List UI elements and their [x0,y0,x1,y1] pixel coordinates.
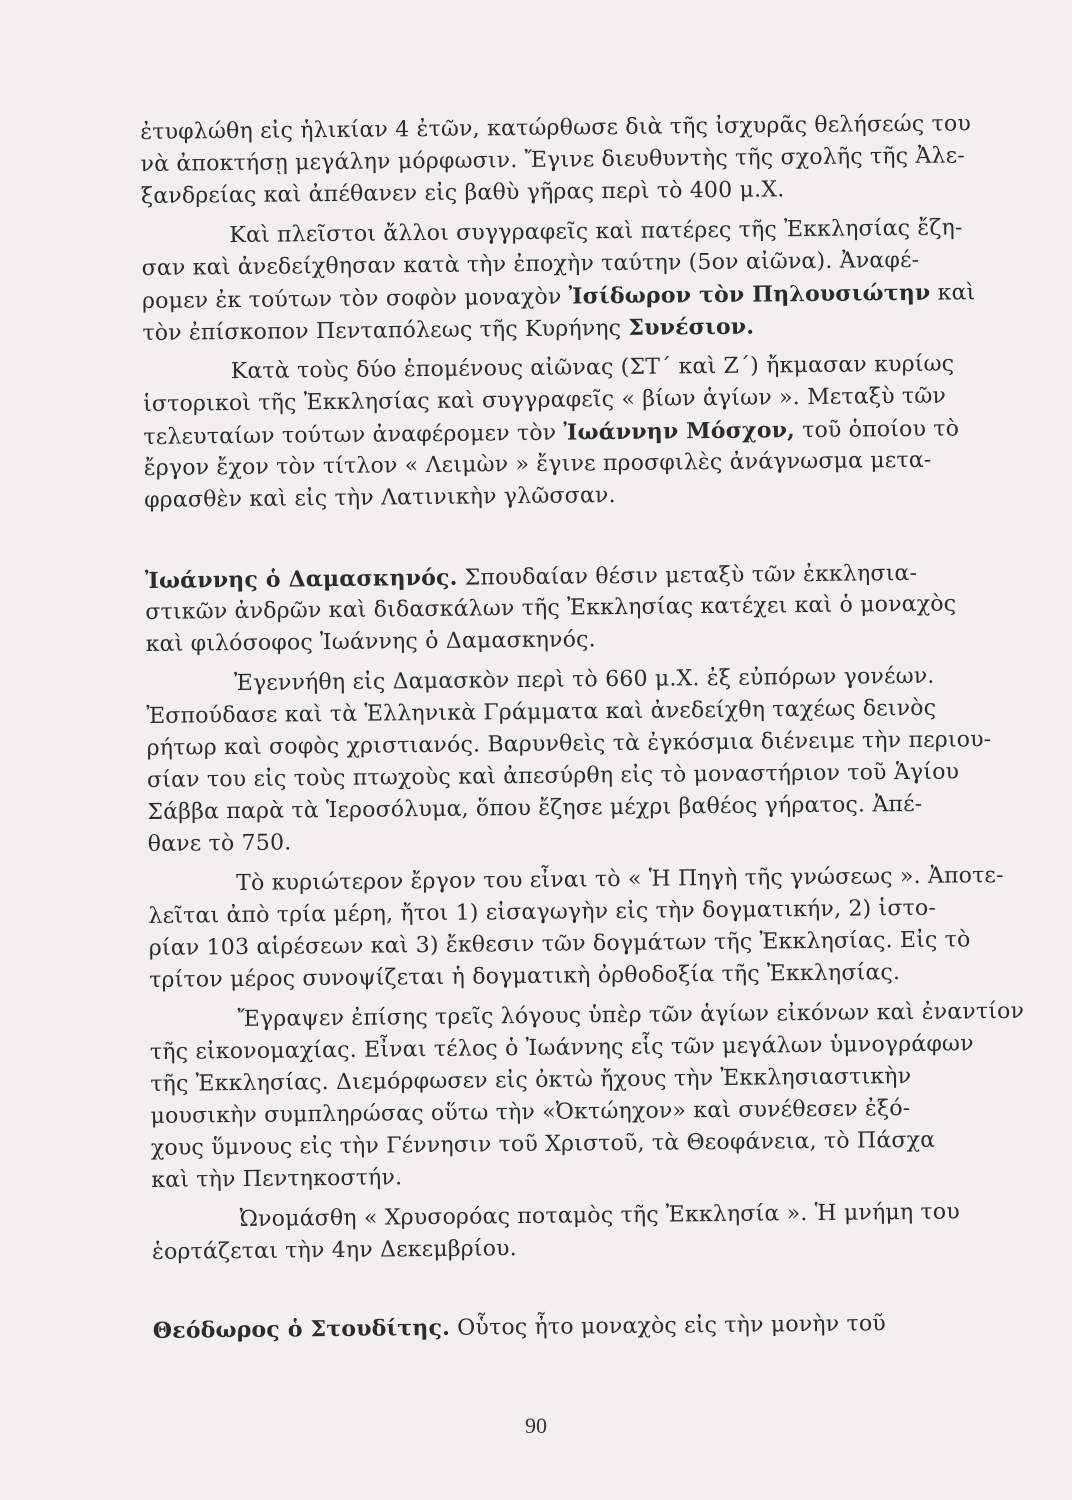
text-line: καὶ τὴν Πεντηκοστήν. [151,1165,403,1193]
text-line: Ἐσπούδασε καὶ τὰ Ἑλληνικὰ Γράμματα καὶ ἀνεδείχθη ταχέως δεινὸς [146,695,937,729]
text-line: ξανδρείας καὶ ἀπέθανεν εἰς βαθὺ γῆρας περὶ τὸ 400 μ.Χ. [140,177,785,209]
text-line: χους ὕμνους εἰς τὴν Γέννησιν τοῦ Χριστοῦ, τὰ Θεοφάνεια, τὸ Πάσχα [150,1127,936,1161]
text-line: τῆς Ἐκκλησίας. Διεμόρφωσεν εἰς ὀκτὼ ἤχους τὴν Ἐκκλησιαστικὴν [150,1063,912,1097]
paragraph-first-line: Κατὰ τοὺς δύο ἑπομένους αἰῶνας (ΣΤ΄ καὶ Ζ΄) ἤκμασαν κυρίως [230,351,955,385]
paragraph-first-line: Τὸ κυριώτερον ἔργον του εἶναι τὸ « Ἡ Πηγὴ τῆς γνώσεως ». Ἀποτε- [236,862,1004,897]
text-line: σαν καὶ ἀνεδείχθησαν κατὰ τὴν ἐποχὴν ταύτην (5ον αἰῶνα). Ἀναφέ- [141,247,920,281]
text-line: τὸν ἐπίσκοπον Πενταπόλεως τῆς Κυρήνης Συνέσιον. [142,313,755,346]
text-line: ἔργον ἔχον τὸν τίτλον « Λειμὼν » ἔγινε προσφιλὲς ἀνάγνωσμα μετα- [143,447,932,481]
paragraph-first-line: Ἔγραψεν ἐπίσης τρεῖς λόγους ὑπὲρ τῶν ἁγίων εἰκόνων καὶ ἐναντίον [237,998,1025,1033]
paragraph-first-line: Ὠνομάσθη « Χρυσορόας ποταμὸς τῆς Ἐκκλησία ». Ἡ μνήμη του [239,1199,960,1233]
text-line: ἐτυφλώθη εἰς ἡλικίαν 4 ἐτῶν, κατώρθωσε διὰ τῆς ἰσχυρᾶς θελήσεώς του [140,111,972,145]
text-line: ἱστορικοὶ τῆς Ἐκκλησίας καὶ συγγραφεῖς « βίων ἁγίων ». Μεταξὺ τῶν [142,383,947,417]
paragraph-first-line: Ἐγεννήθη εἰς Δαμασκὸν περὶ τὸ 660 μ.Χ. ἐξ εὐπόρων γονέων. [233,663,935,697]
text-line: ἑορτάζεται τὴν 4ην Δεκεμβρίου. [151,1236,517,1265]
text-line: θανε τὸ 750. [147,830,292,857]
text-line: σίαν του εἰς τοὺς πτωχοὺς καὶ ἀπεσύρθη εἰς τὸ μοναστήριον τοῦ Ἁγίου [146,759,960,793]
text-line: καὶ φιλόσοφος Ἰωάννης ὁ Δαμασκηνός. [145,627,596,657]
paragraph-first-line: Καὶ πλεῖστοι ἄλλοι συγγραφεῖς καὶ πατέρες τῆς Ἐκκλησίας ἔζη- [229,215,963,249]
text-line: ρίαν 103 αἱρέσεων καὶ 3) ἔκθεσιν τῶν δογμάτων τῆς Ἐκκλησίας. Εἰς τὸ [148,927,971,961]
text-line: τῆς εἰκονομαχίας. Εἶναι τέλος ὁ Ἰωάννης εἷς τῶν μεγάλων ὑμνογράφων [149,1031,974,1065]
text-line: τρίτον μέρος συνοψίζεται ἡ δογματικὴ ὀρθοδοξία τῆς Ἐκκλησίας. [149,960,901,993]
section-heading-line: Θεόδωρος ὁ Στουδίτης. Οὗτος ἦτο μοναχὸς εἰς τὴν μονὴν τοῦ [152,1311,887,1344]
name-synesios: Συνέσιον. [628,313,755,341]
name-ioannis-moschos: Ἰωάννην Μόσχον, [563,417,796,446]
text-line: ρήτωρ καὶ σοφὸς χριστιανός. Βαρυνθεὶς τὰ ἐγκόσμια διένειμε τὴν περιου- [146,727,992,761]
text-line: λεῖται ἀπὸ τρία μέρη, ἤτοι 1) εἰσαγωγὴν εἰς τὴν δογματικήν, 2) ἱστο- [148,895,937,929]
text-line: νὰ ἀποκτήσῃ μεγάλην μόρφωσιν. Ἔγινε διευθυντὴς τῆς σχολῆς τῆς Ἀλε- [140,143,966,177]
section-heading-damaskinos: Ἰωάννης ὁ Δαμασκηνός. [144,564,458,594]
text-line: ρομεν ἐκ τούτων τὸν σοφὸν μοναχὸν Ἰσίδωρον τὸν Πηλουσιώτην καὶ [141,279,976,314]
page-text-block [140,97,1025,1344]
name-isidoros: Ἰσίδωρον τὸν Πηλουσιώτην [568,279,931,310]
text-line: Σάββα παρὰ τὰ Ἱεροσόλυμα, ὅπου ἔζησε μέχρι βαθέος γήρατος. Ἀπέ- [147,791,923,825]
section-heading-stouditis: Θεόδωρος ὁ Στουδίτης. [152,1314,451,1344]
text-line: μουσικὴν συμπληρώσας οὕτω τὴν «Ὀκτώηχον» καὶ συνέθεσεν ἐξό- [150,1095,911,1129]
text-line: φρασθὲν καὶ εἰς τὴν Λατινικὴν γλῶσσαν. [144,483,616,513]
page-number: 90 [525,1413,547,1438]
text-line: τελευταίων τούτων ἀναφέρομεν τὸν Ἰωάννην Μόσχον, τοῦ ὁποίου τὸ [143,416,960,450]
text-line: στικῶν ἀνδρῶν καὶ διδασκάλων τῆς Ἐκκλησίας κατέχει καὶ ὁ μοναχὸς [145,591,957,625]
section-heading-line: Ἰωάννης ὁ Δαμασκηνός. Σπουδαίαν θέσιν μεταξὺ τῶν ἐκκλησια- [144,560,918,594]
